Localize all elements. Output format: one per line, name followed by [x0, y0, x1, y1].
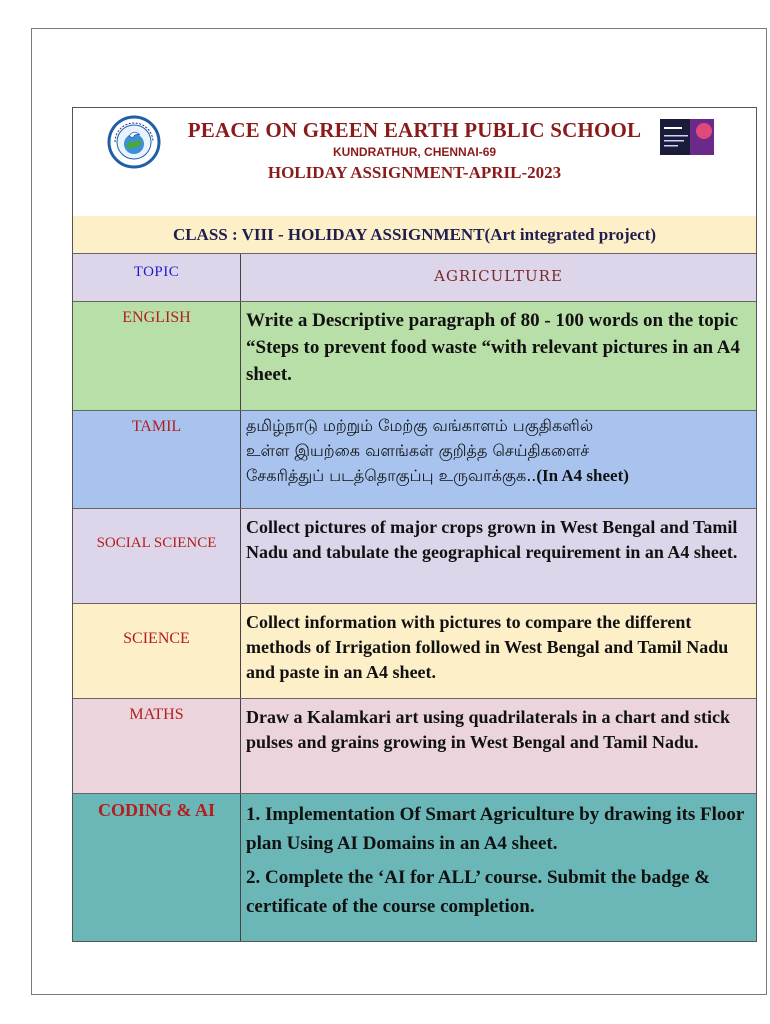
maths-label: MATHS: [73, 699, 241, 793]
english-row: [73, 302, 756, 411]
maths-task: Draw a Kalamkari art using quadrilaterals in a chart and stick pulses and grains growing in West Bengal and Tamil Nadu.: [246, 707, 731, 752]
tamil-task-line-2: உள்ள இயற்கை வளங்கள் குறித்த செய்திகளைச்: [246, 441, 590, 460]
coding-ai-task: [246, 800, 754, 921]
english-task: Write a Descriptive paragraph of 80 - 100 words on the topic “Steps to prevent food waste “with relevant pictures in an A4 sheet.: [246, 310, 740, 385]
coding-ai-row: [73, 794, 756, 941]
science-label: SCIENCE: [73, 604, 241, 698]
english-label: ENGLISH: [73, 302, 241, 410]
tamil-row: [73, 411, 756, 509]
assignment-title: HOLIDAY ASSIGNMENT-APRIL-2023: [267, 163, 562, 182]
tamil-task-suffix: (In A4 sheet): [536, 466, 629, 485]
coding-ai-label: CODING & AI: [73, 794, 241, 941]
tamil-task-line-1: தமிழ்நாடு மற்றும் மேற்கு வங்காளம் பகுதிகளில்: [246, 416, 594, 435]
assignment-sheet: [72, 107, 757, 942]
maths-row: [73, 699, 756, 794]
school-address: KUNDRATHUR, CHENNAI-69: [332, 145, 497, 159]
topic-value: AGRICULTURE: [434, 267, 563, 285]
tamil-task-line-3: [246, 463, 754, 488]
tamil-task: [246, 413, 754, 488]
topic-label: TOPIC: [73, 254, 241, 301]
class-heading: CLASS : VIII - HOLIDAY ASSIGNMENT(Art integrated project): [73, 216, 756, 254]
social-science-row: [73, 509, 756, 604]
social-science-task: Collect pictures of major crops grown in West Bengal and Tamil Nadu and tabulate the geographical requirement in an A4 sheet.: [246, 517, 738, 562]
coding-ai-item-1: 1. Implementation Of Smart Agriculture by drawing its Floor plan Using AI Domains in an A4 sheet.: [246, 804, 745, 854]
science-row: [73, 604, 756, 699]
coding-ai-item-2: 2. Complete the ‘AI for ALL’ course. Submit the badge & certificate of the course completion.: [246, 867, 711, 917]
topic-row: [73, 254, 756, 302]
science-task: Collect information with pictures to compare the different methods of Irrigation followed in West Bengal and Tamil Nadu and paste in an A4 sheet.: [246, 612, 729, 682]
school-header: [73, 108, 756, 217]
tamil-task-line-3-text: சேகரித்துப் படத்தொகுப்பு உருவாக்குக..: [246, 466, 537, 485]
social-science-label: SOCIAL SCIENCE: [73, 509, 241, 603]
school-name: PEACE ON GREEN EARTH PUBLIC SCHOOL: [187, 118, 642, 142]
page-frame: [31, 28, 767, 995]
tamil-label: TAMIL: [73, 411, 241, 508]
